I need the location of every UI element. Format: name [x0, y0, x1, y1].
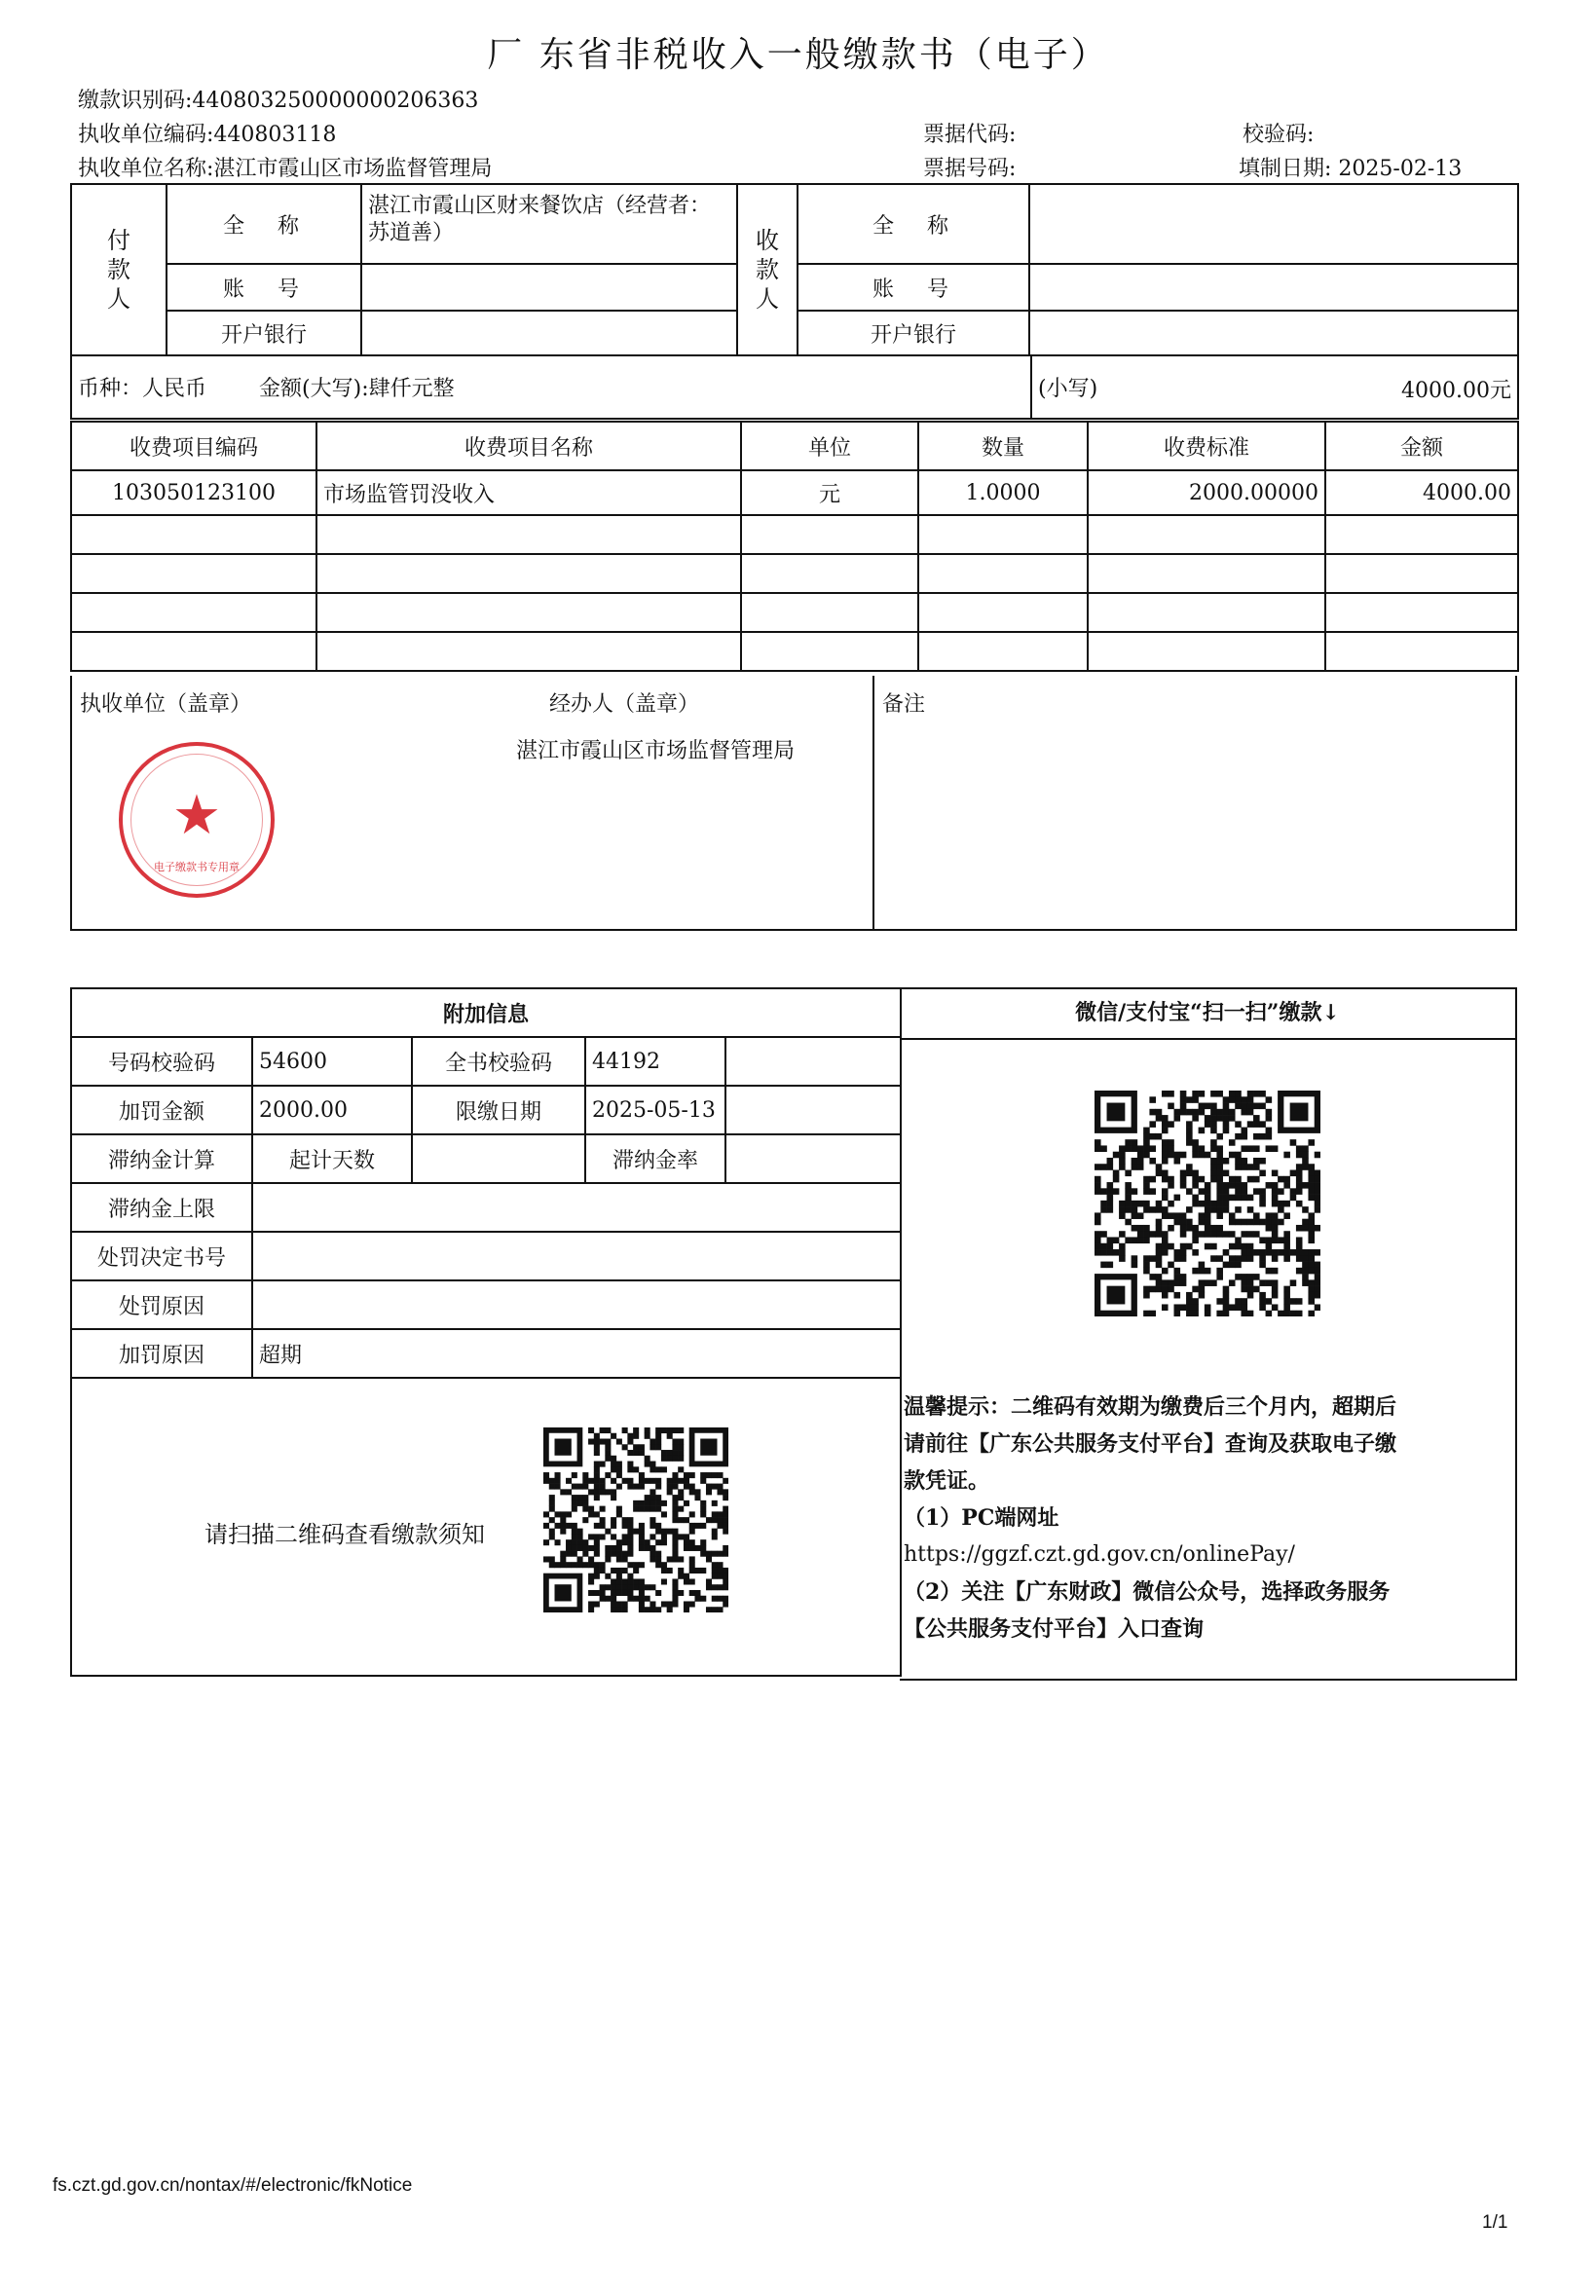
- empty-cell: [316, 554, 741, 593]
- amount-table: [70, 356, 1519, 420]
- date-label: 填制日期:: [1239, 157, 1332, 181]
- empty-cell: [918, 593, 1088, 632]
- empty-cell: [1325, 515, 1518, 554]
- table-row: [71, 515, 1518, 554]
- payment-qr-icon[interactable]: [1095, 1091, 1320, 1316]
- page-number: 1/1: [1482, 2212, 1508, 2233]
- tip-block: [904, 1389, 1396, 1648]
- item-unit: 元: [741, 470, 918, 515]
- empty-cell: [725, 1086, 901, 1134]
- remark-label: 备注: [882, 692, 926, 717]
- empty-cell: [316, 515, 741, 554]
- tip-line: （2）关注【广东财政】微信公众号，选择政务服务: [904, 1579, 1391, 1605]
- empty-cell: [1325, 632, 1518, 671]
- col-header-amount: 金额: [1325, 422, 1518, 470]
- payment-id-label: 缴款识别码:: [78, 89, 193, 113]
- payer-account-label: 账 号: [167, 264, 361, 311]
- late-rate-value: [725, 1134, 901, 1183]
- start-days-label: 起计天数: [252, 1134, 412, 1183]
- empty-cell: [1325, 554, 1518, 593]
- surcharge-reason-row: [71, 1329, 901, 1378]
- payment-id-line: [78, 84, 478, 114]
- surcharge-value: 2000.00: [252, 1086, 412, 1134]
- scan-notice-row: [71, 1378, 901, 1676]
- penalty-reason-value: [252, 1280, 901, 1329]
- surcharge-row: [71, 1086, 901, 1134]
- full-check-value: 44192: [585, 1037, 725, 1086]
- col-header-qty: 数量: [918, 422, 1088, 470]
- deadline-value: 2025-05-13: [585, 1086, 725, 1134]
- payee-account: [1029, 264, 1518, 311]
- payer-name-label: 全 称: [167, 184, 361, 264]
- table-row: [71, 470, 1518, 515]
- late-fee-row: [71, 1134, 901, 1183]
- empty-cell: [316, 593, 741, 632]
- surcharge-reason-label: 加罚原因: [71, 1329, 252, 1378]
- empty-cell: [918, 554, 1088, 593]
- surcharge-label: 加罚金额: [71, 1086, 252, 1134]
- payer-side-label: 付款人: [71, 184, 167, 355]
- col-header-code: 收费项目编码: [71, 422, 316, 470]
- date-value: 2025-02-13: [1338, 157, 1463, 181]
- empty-cell: [71, 593, 316, 632]
- empty-cell: [1088, 515, 1325, 554]
- empty-cell: [71, 515, 316, 554]
- payee-side-label: 收款人: [737, 184, 798, 355]
- stamp-section: [70, 676, 1517, 931]
- page-title: 厂 东省非税收入一般缴款书（电子）: [487, 35, 1109, 75]
- date-line: [1239, 152, 1462, 182]
- table-row: [71, 554, 1518, 593]
- currency: 人民币: [142, 377, 207, 401]
- extra-title-row: [71, 988, 901, 1037]
- penalty-reason-row: [71, 1280, 901, 1329]
- seal-text: 电子缴款书专用章: [154, 861, 240, 873]
- extra-info-table: [70, 987, 902, 1677]
- penalty-reason-label: 处罚原因: [71, 1280, 252, 1329]
- stamp-divider: [872, 676, 874, 929]
- late-cap-value: [252, 1183, 901, 1232]
- empty-cell: [741, 632, 918, 671]
- footer-url: fs.czt.gd.gov.cn/nontax/#/electronic/fkNotice: [53, 2175, 413, 2196]
- empty-cell: [1088, 554, 1325, 593]
- scan-notice-cell: [71, 1378, 901, 1676]
- tip-line: 【公共服务支付平台】入口查询: [904, 1616, 1205, 1642]
- amount-lower: 4000.00元: [1401, 379, 1511, 403]
- payer-account: [361, 264, 737, 311]
- surcharge-reason-value: 超期: [252, 1329, 901, 1378]
- payer-bank-label: 开户银行: [167, 311, 361, 355]
- empty-cell: [71, 632, 316, 671]
- empty-cell: [918, 515, 1088, 554]
- late-cap-row: [71, 1183, 901, 1232]
- payee-bank: [1029, 311, 1518, 355]
- late-cap-label: 滞纳金上限: [71, 1183, 252, 1232]
- tip-line: 款凭证。: [904, 1468, 990, 1494]
- unit-name-line: [78, 152, 492, 182]
- tip-url[interactable]: https://ggzf.czt.gd.gov.cn/onlinePay/: [904, 1542, 1295, 1567]
- official-seal: [119, 742, 275, 898]
- amount-upper-cell: [71, 356, 1031, 419]
- late-rate-label: 滞纳金率: [585, 1134, 725, 1183]
- empty-cell: [741, 515, 918, 554]
- star-icon: ★: [171, 784, 222, 847]
- payee-account-label: 账 号: [798, 264, 1029, 311]
- empty-cell: [918, 632, 1088, 671]
- check-code-row: [71, 1037, 901, 1086]
- payee-bank-label: 开户银行: [798, 311, 1029, 355]
- extra-info-title: 附加信息: [71, 988, 901, 1037]
- unit-code-line: [78, 118, 336, 148]
- full-check-label: 全书校验码: [412, 1037, 585, 1086]
- scan-notice-text: 请扫描二维码查看缴款须知: [204, 1521, 485, 1548]
- amount-row: [71, 356, 1518, 419]
- unit-name-label: 执收单位名称:: [78, 157, 214, 181]
- amount-upper: 肆仟元整: [368, 377, 455, 401]
- empty-cell: [725, 1037, 901, 1086]
- bill-code-label: 票据代码:: [923, 123, 1017, 147]
- items-header-row: [71, 422, 1518, 470]
- check-code-label: 校验码:: [1243, 123, 1315, 147]
- handler-unit: 湛江市霞山区市场监督管理局: [516, 739, 796, 763]
- unit-code-label: 执收单位编码:: [78, 123, 214, 147]
- decision-value: [252, 1232, 901, 1280]
- amount-upper-label: 金额(大写):: [259, 377, 369, 401]
- table-row: [71, 632, 1518, 671]
- start-days-value: [412, 1134, 585, 1183]
- unit-name: 湛江市霞山区市场监督管理局: [213, 157, 493, 181]
- unit-code: 440803118: [213, 123, 337, 147]
- item-name: 市场监管罚没收入: [316, 470, 741, 515]
- check-code-value: 54600: [252, 1037, 412, 1086]
- payee-name-label: 全 称: [798, 184, 1029, 264]
- empty-cell: [1325, 593, 1518, 632]
- empty-cell: [741, 593, 918, 632]
- amount-lower-label: (小写): [1038, 377, 1098, 401]
- item-amount: 4000.00: [1325, 470, 1518, 515]
- col-header-standard: 收费标准: [1088, 422, 1325, 470]
- payment-id: 440803250000000206363: [192, 89, 479, 113]
- items-table: [70, 421, 1519, 672]
- payer-name: 湛江市霞山区财来餐饮店（经营者：苏道善）: [361, 184, 737, 264]
- notice-qr-icon[interactable]: [543, 1427, 728, 1612]
- table-row: [71, 593, 1518, 632]
- deadline-label: 限缴日期: [412, 1086, 585, 1134]
- item-standard: 2000.00000: [1088, 470, 1325, 515]
- empty-cell: [1088, 632, 1325, 671]
- late-fee-label: 滞纳金计算: [71, 1134, 252, 1183]
- bill-no-label: 票据号码:: [923, 157, 1017, 181]
- party-table: [70, 183, 1519, 356]
- handler-label: 经办人（盖章）: [549, 692, 700, 717]
- empty-cell: [1088, 593, 1325, 632]
- item-qty: 1.0000: [918, 470, 1088, 515]
- payer-bank: [361, 311, 737, 355]
- decision-label: 处罚决定书号: [71, 1232, 252, 1280]
- empty-cell: [71, 554, 316, 593]
- tip-line: （1）PC端网址: [904, 1505, 1059, 1531]
- currency-label: 币种：: [78, 377, 143, 401]
- tip-line: 请前往【广东公共服务支付平台】查询及获取电子缴: [904, 1431, 1397, 1457]
- empty-cell: [741, 554, 918, 593]
- party-row-name: [71, 184, 1518, 264]
- col-header-unit: 单位: [741, 422, 918, 470]
- payee-name: [1029, 184, 1518, 264]
- empty-cell: [316, 632, 741, 671]
- amount-lower-cell: [1031, 356, 1518, 419]
- tip-line: 温馨提示：二维码有效期为缴费后三个月内，超期后: [904, 1394, 1397, 1420]
- collecting-unit-label: 执收单位（盖章）: [80, 692, 252, 717]
- col-header-name: 收费项目名称: [316, 422, 741, 470]
- decision-row: [71, 1232, 901, 1280]
- item-code: 103050123100: [71, 470, 316, 515]
- pay-panel-title: 微信/支付宝“扫一扫”缴款↓: [900, 989, 1515, 1040]
- check-code-label: 号码校验码: [71, 1037, 252, 1086]
